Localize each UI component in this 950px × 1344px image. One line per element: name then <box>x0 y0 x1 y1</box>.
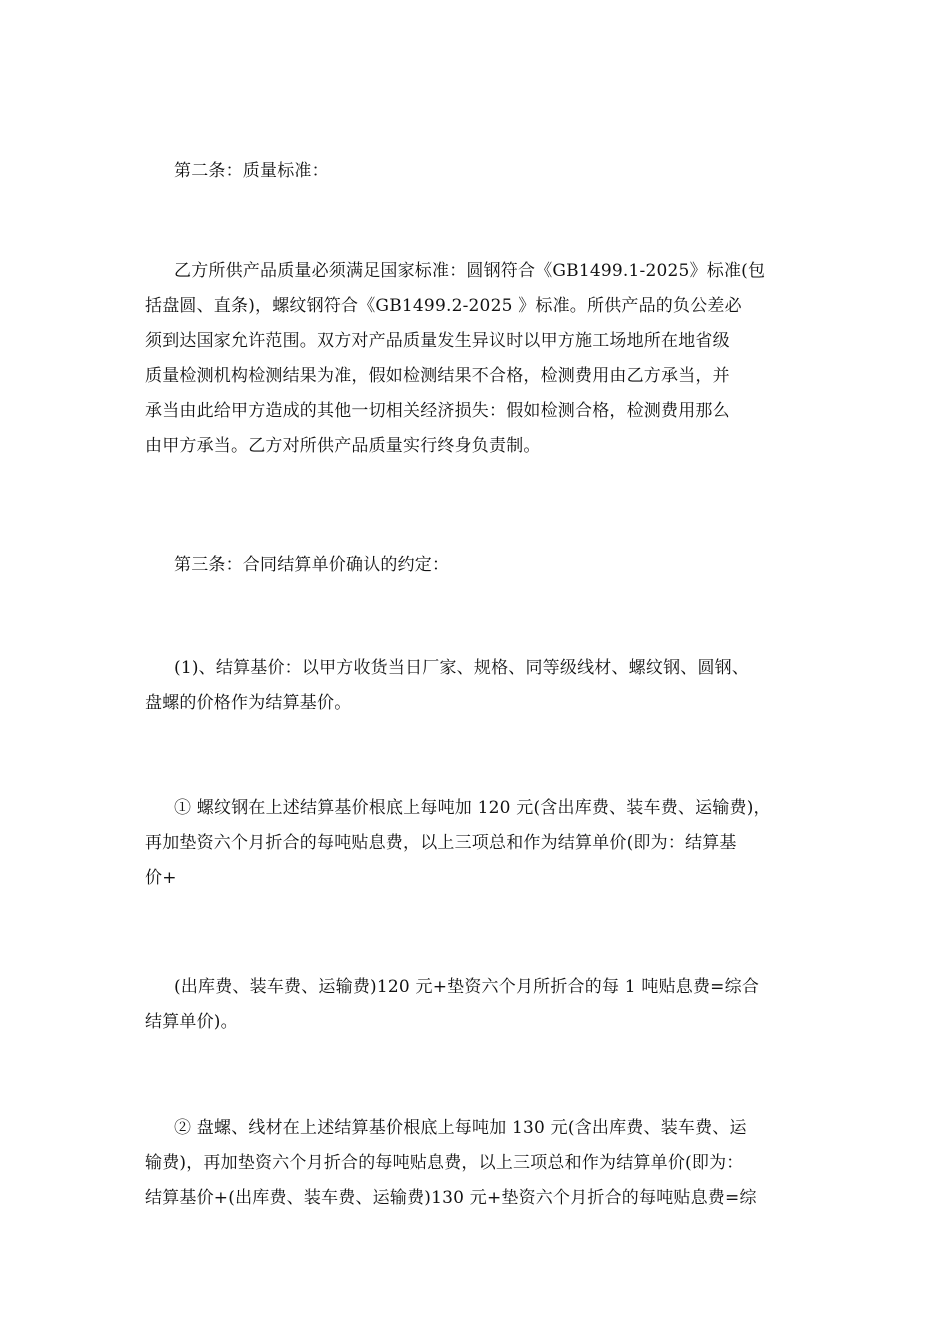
heading-text: 第三条：合同结算单价确认的约定： <box>174 555 450 575</box>
article-2-heading <box>145 154 825 189</box>
paragraph-line: 再加垫资六个月折合的每吨贴息费，以上三项总和作为结算单价(即为：结算基 <box>145 833 737 853</box>
paragraph-line: 须到达国家允许范围。双方对产品质量发生异议时以甲方施工场地所在地省级 <box>145 331 730 351</box>
paragraph-line: 结算基价+(出库费、装车费、运输费)130 元+垫资六个月折合的每吨贴息费=综 <box>145 1188 757 1208</box>
article-2-paragraph <box>145 254 825 464</box>
settlement-base-price-clause <box>145 651 825 721</box>
paragraph-line: ① 螺纹钢在上述结算基价根底上每吨加 120 元(含出库费、装车费、运输费)， <box>174 798 771 818</box>
paragraph-line: 盘螺的价格作为结算基价。 <box>145 693 352 713</box>
paragraph-line: 输费)，再加垫资六个月折合的每吨贴息费，以上三项总和作为结算单价(即为： <box>145 1153 744 1173</box>
heading-text: 第二条：质量标准： <box>174 161 329 181</box>
paragraph-line: (出库费、装车费、运输费)120 元+垫资六个月所折合的每 1 吨贴息费=综合 <box>174 977 760 997</box>
paragraph-line: 结算单价)。 <box>145 1012 238 1032</box>
paragraph-line: 乙方所供产品质量必须满足国家标准：圆钢符合《GB1499.1-2025》标准(包 <box>174 261 766 281</box>
paragraph-line: 承当由此给甲方造成的其他一切相关经济损失：假如检测合格，检测费用那么 <box>145 401 730 421</box>
paragraph-line: 质量检测机构检测结果为准，假如检测结果不合格，检测费用由乙方承当，并 <box>145 366 730 386</box>
paragraph-line: 价+ <box>145 868 177 888</box>
coil-wire-price-clause <box>145 1111 825 1216</box>
article-3-heading <box>145 548 825 583</box>
rebar-price-formula <box>145 970 825 1040</box>
rebar-price-clause <box>145 791 825 896</box>
paragraph-line: (1)、结算基价：以甲方收货当日厂家、规格、同等级线材、螺纹钢、圆钢、 <box>174 658 750 678</box>
paragraph-line: 括盘圆、直条)，螺纹钢符合《GB1499.2-2025 》标准。所供产品的负公差必 <box>145 296 742 316</box>
paragraph-line: ② 盘螺、线材在上述结算基价根底上每吨加 130 元(含出库费、装车费、运 <box>174 1118 747 1138</box>
paragraph-line: 由甲方承当。乙方对所供产品质量实行终身负责制。 <box>145 436 541 456</box>
